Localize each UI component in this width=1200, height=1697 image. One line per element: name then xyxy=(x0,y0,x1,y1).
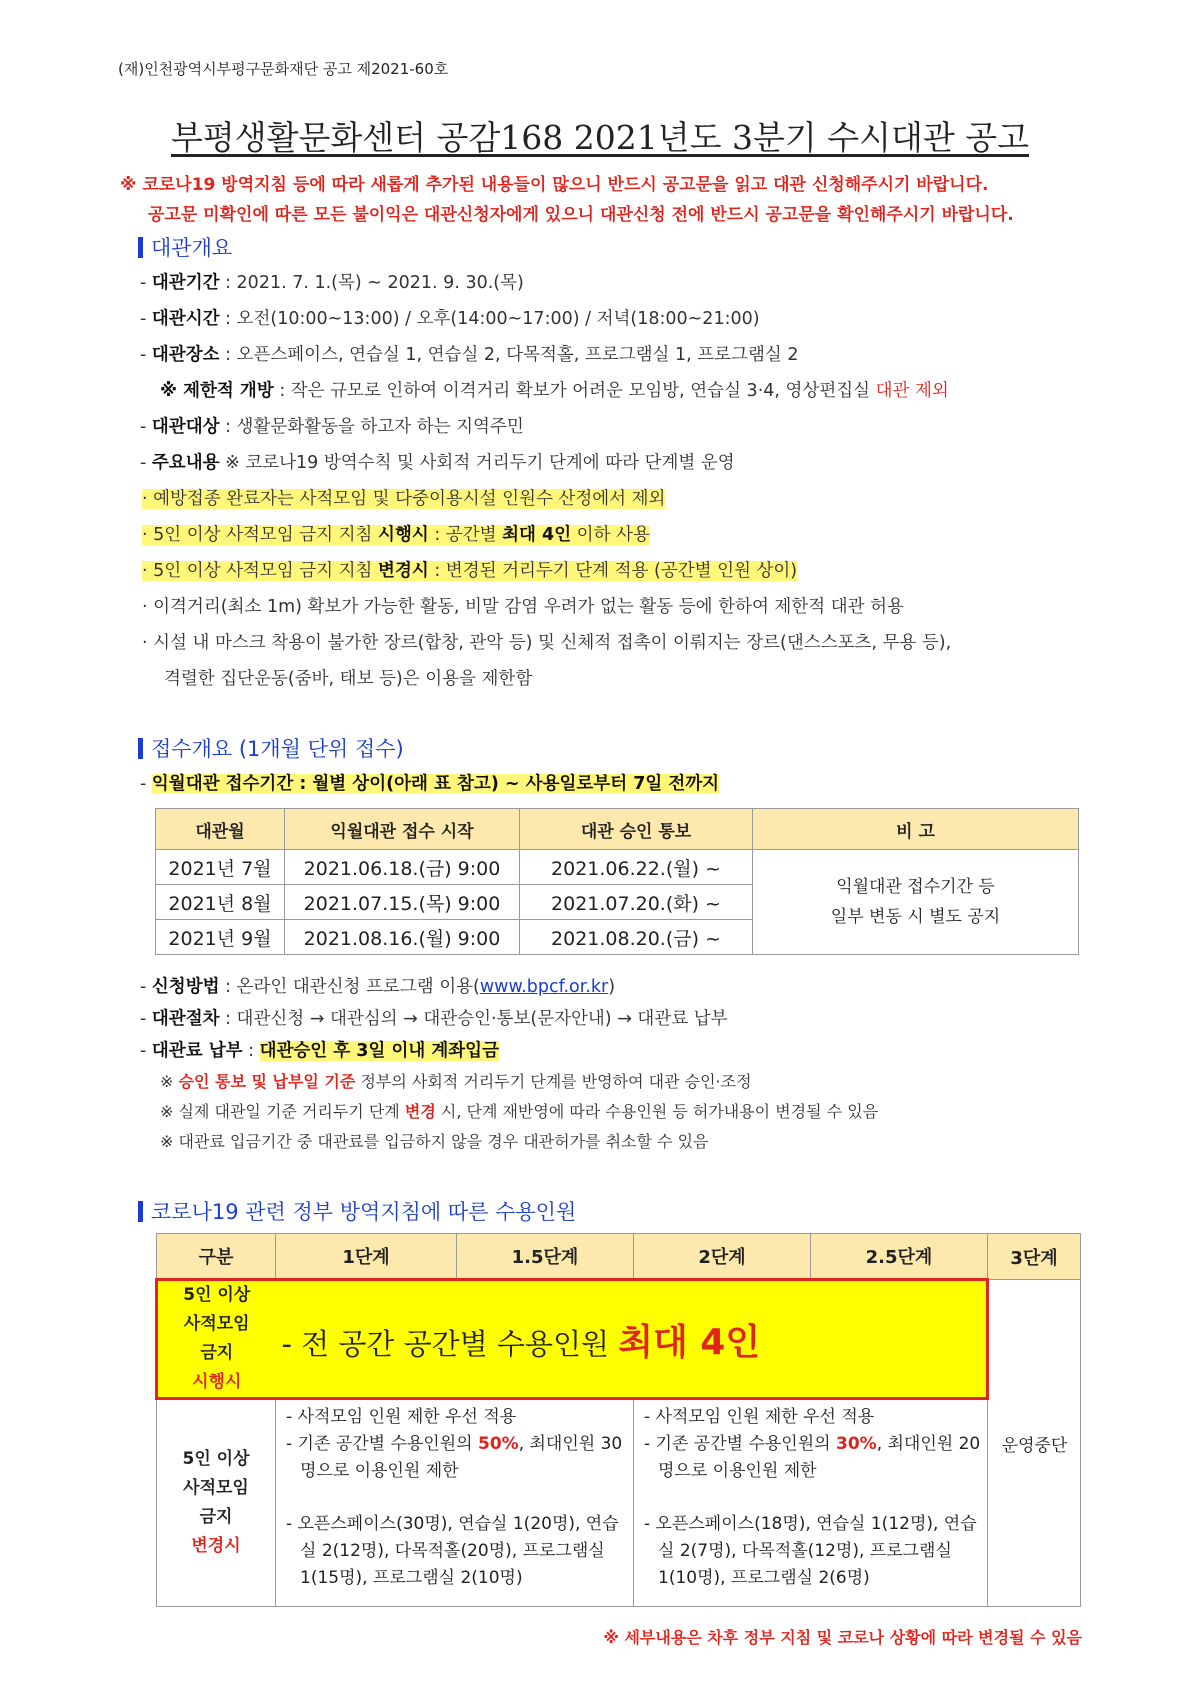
note-change: ※ 실제 대관일 기준 거리두기 단계 변경 시, 단계 재반영에 따라 수용인원 등 허가내용이 변경될 수 있음 xyxy=(160,1102,879,1121)
section-bar-icon xyxy=(138,738,143,759)
col-header: 익월대관 접수 시작 xyxy=(285,809,520,850)
col-header: 3단계 xyxy=(988,1234,1081,1280)
bullet-restricted-genres-cont: 격렬한 집단운동(줌바, 태보 등)은 이용을 제한함 xyxy=(164,669,533,689)
table-cell: 2021년 7월 xyxy=(156,850,285,885)
apply-method: - 신청방법 : 온라인 대관신청 프로그램 이용(www.bpcf.or.kr) xyxy=(140,977,616,997)
section-bar-icon xyxy=(138,237,143,258)
table-cell: 2021.07.20.(화) ~ xyxy=(520,885,753,920)
rental-target: - 대관대상 : 생활문화활동을 하고자 하는 지역주민 xyxy=(140,417,524,437)
stage1-capacity: - 사적모임 인원 제한 우선 적용 - 기존 공간별 수용인원의 50%, 최대인원 30명으로 이용인원 제한 - 오픈스페이스(30명), 연습실 1(20명), 연습실 2(12명), 다목적홀(20명), 프로그램실 1(15명), 프로그램실 2(10명) xyxy=(276,1399,634,1607)
col-header: 1단계 xyxy=(276,1234,457,1280)
table-cell: 2021년 9월 xyxy=(156,920,285,955)
main-content: - 주요내용 ※ 코로나19 방역수칙 및 사회적 거리두기 단계에 따라 단계별 운영 xyxy=(140,453,735,473)
bullet-changed: · 5인 이상 사적모임 금지 지침 변경시 : 변경된 거리두기 단계 적용 (공간별 인원 상이) xyxy=(142,561,798,581)
rental-process: - 대관절차 : 대관신청 → 대관심의 → 대관승인·통보(문자안내) → 대관료 납부 xyxy=(140,1009,728,1029)
stage3-cell: 운영중단 xyxy=(988,1280,1081,1607)
rental-time: - 대관시간 : 오전(10:00~13:00) / 오후(14:00~17:00) / 저녁(18:00~21:00) xyxy=(140,309,760,329)
table-row xyxy=(157,1399,1081,1607)
page-title: 부평생활문화센터 공감168 2021년도 3분기 수시대관 공고 xyxy=(171,118,1029,157)
note-cancel: ※ 대관료 입금기간 중 대관료를 입금하지 않을 경우 대관허가를 취소할 수 있음 xyxy=(160,1132,709,1151)
table-note: 익월대관 접수기간 등 일부 변동 시 별도 공지 xyxy=(753,850,1079,955)
footer-note: ※ 세부내용은 차후 정부 지침 및 코로나 상황에 따라 변경될 수 있음 xyxy=(603,1628,1082,1647)
table-cell: 2021.08.16.(월) 9:00 xyxy=(285,920,520,955)
rental-period: - 대관기간 : 2021. 7. 1.(목) ~ 2021. 9. 30.(목) xyxy=(140,273,524,293)
table-cell: 2021.06.22.(월) ~ xyxy=(520,850,753,885)
website-link[interactable]: www.bpcf.or.kr xyxy=(479,977,609,997)
fee-payment: - 대관료 납부 : 대관승인 후 3일 이내 계좌입금 xyxy=(140,1041,499,1061)
col-header: 대관월 xyxy=(156,809,285,850)
table-row xyxy=(156,850,1079,885)
col-header: 구분 xyxy=(157,1234,276,1280)
warning-line-2: 공고문 미확인에 따른 모든 불이익은 대관신청자에게 있으니 대관신청 전에 반드시 공고문을 확인해주시기 바랍니다. xyxy=(148,205,1014,225)
row-label-enforced: 5인 이상 사적모임 금지 시행시 xyxy=(157,1280,276,1399)
notice-number: (재)인천광역시부평구문화재단 공고 제2021-60호 xyxy=(118,60,449,78)
section-heading-reception: 접수개요 (1개월 단위 접수) xyxy=(138,733,404,763)
table-cell: 2021.06.18.(금) 9:00 xyxy=(285,850,520,885)
section-bar-icon xyxy=(138,1201,143,1222)
bullet-distance: · 이격거리(최소 1m) 확보가 가능한 활동, 비말 감염 우려가 없는 활동 등에 한하여 제한적 대관 허용 xyxy=(142,597,904,617)
reception-period: - 익월대관 접수기간 : 월별 상이(아래 표 참고) ~ 사용일로부터 7일 전까지 xyxy=(140,774,720,794)
note-approval: ※ 승인 통보 및 납부일 기준 정부의 사회적 거리두기 단계를 반영하여 대관 승인·조정 xyxy=(160,1072,752,1091)
bullet-restricted-genres: · 시설 내 마스크 착용이 불가한 장르(합창, 관악 등) 및 신체적 접촉이 이뤄지는 장르(댄스스포츠, 무용 등), xyxy=(142,633,952,653)
section-heading-overview: 대관개요 xyxy=(138,232,232,262)
row-label-changed: 5인 이상 사적모임 금지 변경시 xyxy=(157,1399,276,1607)
table-row xyxy=(157,1280,1081,1399)
capacity-table xyxy=(155,1233,1081,1607)
reception-schedule-table xyxy=(155,808,1079,955)
bullet-vaccinated: · 예방접종 완료자는 사적모임 및 다중이용시설 인원수 산정에서 제외 xyxy=(142,489,666,509)
table-cell: 2021.08.20.(금) ~ xyxy=(520,920,753,955)
stage2-capacity: - 사적모임 인원 제한 우선 적용 - 기존 공간별 수용인원의 30%, 최대인원 20명으로 이용인원 제한 - 오픈스페이스(18명), 연습실 1(12명), 연습실 2(7명), 다목적홀(12명), 프로그램실 1(10명), 프로그램실 2(6명) xyxy=(634,1399,988,1607)
warning-line-1: ※ 코로나19 방역지침 등에 따라 새롭게 추가된 내용들이 많으니 반드시 공고문을 읽고 대관 신청해주시기 바랍니다. xyxy=(120,175,989,195)
section-heading-capacity: 코로나19 관련 정부 방역지침에 따른 수용인원 xyxy=(138,1196,576,1226)
enforced-capacity: - 전 공간 공간별 수용인원 최대 4인 xyxy=(276,1280,988,1399)
col-header: 대관 승인 통보 xyxy=(520,809,753,850)
col-header: 2.5단계 xyxy=(811,1234,988,1280)
limited-opening: ※ 제한적 개방 : 작은 규모로 인하여 이격거리 확보가 어려운 모임방, 연습실 3·4, 영상편집실 대관 제외 xyxy=(160,381,949,401)
table-cell: 2021.07.15.(목) 9:00 xyxy=(285,885,520,920)
rental-place: - 대관장소 : 오픈스페이스, 연습실 1, 연습실 2, 다목적홀, 프로그램실 1, 프로그램실 2 xyxy=(140,345,799,365)
col-header: 비 고 xyxy=(753,809,1079,850)
col-header: 2단계 xyxy=(634,1234,811,1280)
table-cell: 2021년 8월 xyxy=(156,885,285,920)
bullet-enforced: · 5인 이상 사적모임 금지 지침 시행시 : 공간별 최대 4인 이하 사용 xyxy=(142,525,650,545)
col-header: 1.5단계 xyxy=(457,1234,634,1280)
